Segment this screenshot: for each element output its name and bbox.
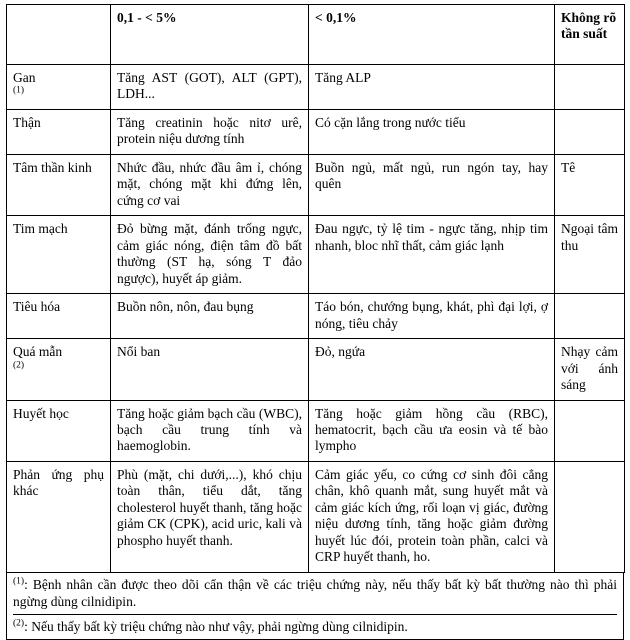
cell-frequency-unknown: Ngoại tâm thu <box>555 216 625 294</box>
table-row <box>7 109 625 154</box>
cell-frequency-low: Tăng ALP <box>309 65 555 110</box>
row-category-label: Tiêu hóa <box>13 299 61 315</box>
cell-frequency-unknown <box>555 65 625 110</box>
table-row <box>7 294 625 339</box>
row-category-label: Tâm thần kinh <box>13 159 92 175</box>
adverse-reactions-table <box>6 4 625 573</box>
cell-frequency-low: Buồn ngủ, mất ngủ, run ngón tay, hay quên <box>309 154 555 215</box>
cell-frequency-mid: Buồn nôn, nôn, đau bụng <box>111 294 309 339</box>
table-row <box>7 65 625 110</box>
cell-frequency-low: Có cặn lắng trong nước tiểu <box>309 109 555 154</box>
footnote-2-text: : Nếu thấy bất kỳ triệu chứng nào như vậy, phải ngừng dùng cilnidipin. <box>24 618 408 634</box>
row-category <box>7 109 111 154</box>
header-frequency-low: < 0,1% <box>309 5 555 65</box>
cell-frequency-low: Đau ngực, tỷ lệ tim - ngực tăng, nhịp tim nhanh, bloc nhĩ thất, cảm giác lạnh <box>309 216 555 294</box>
cell-frequency-mid: Tăng creatinin hoặc nitơ urê, protein niệu dương tính <box>111 109 309 154</box>
footnote-marker: (2) <box>13 360 25 371</box>
table-body <box>7 65 625 573</box>
table-header-row <box>7 5 625 65</box>
header-frequency-mid: 0,1 - < 5% <box>111 5 309 65</box>
row-category <box>7 294 111 339</box>
header-category <box>7 5 111 65</box>
cell-frequency-unknown <box>555 461 625 572</box>
row-category-label: Thận <box>13 114 41 130</box>
row-category <box>7 65 111 110</box>
cell-frequency-unknown <box>555 400 625 461</box>
table-row <box>7 216 625 294</box>
cell-frequency-mid: Tăng hoặc giảm bạch cầu (WBC), bạch cầu trung tính và haemoglobin. <box>111 400 309 461</box>
row-category <box>7 154 111 215</box>
footnote-2-marker: (2) <box>13 618 25 629</box>
row-category <box>7 339 111 400</box>
cell-frequency-unknown <box>555 294 625 339</box>
header-frequency-unknown: Không rõ tần suất <box>555 5 625 65</box>
cell-frequency-mid: Đỏ bừng mặt, đánh trống ngực, cảm giác nóng, điện tâm đồ bất thường (ST hạ, sóng T đảo ngược), huyết áp giảm. <box>111 216 309 294</box>
cell-frequency-unknown <box>555 109 625 154</box>
footnote-1-marker: (1) <box>13 576 25 587</box>
cell-frequency-low: Cảm giác yếu, co cứng cơ sinh đôi cẳng chân, khô quanh mắt, sung huyết mắt và cảm giác kích ứng, rối loạn vị giác, đường niệu dương tính, tăng hoặc giảm đường huyết lúc đói, protein toàn phần, calci và CRP huyết thanh, ho. <box>309 461 555 572</box>
table-row <box>7 154 625 215</box>
row-category <box>7 461 111 572</box>
row-category-label: Gan <box>13 70 36 85</box>
cell-frequency-low: Táo bón, chướng bụng, khát, phì đại lợi, ợ nóng, tiêu chảy <box>309 294 555 339</box>
cell-frequency-mid: Nhức đầu, nhức đầu âm ỉ, chóng mặt, chóng mặt khi đứng lên, cứng cơ vai <box>111 154 309 215</box>
row-category-label: Tim mạch <box>13 221 68 237</box>
cell-frequency-low: Tăng hoặc giảm hồng cầu (RBC), hematocrit, bạch cầu ưa eosin và tế bào lympho <box>309 400 555 461</box>
cell-frequency-low: Đỏ, ngứa <box>309 339 555 400</box>
row-category <box>7 400 111 461</box>
row-category-label: Huyết học <box>13 405 69 421</box>
row-category-label: Quá mẫn <box>13 344 63 360</box>
footnote-marker: (1) <box>13 85 25 96</box>
cell-frequency-mid: Phù (mặt, chi dưới,...), khó chịu toàn thân, tiểu dắt, tăng cholesterol huyết thanh, tăng hoặc giảm CK (CPK), acid uric, kali và phospho huyết thanh. <box>111 461 309 572</box>
table-row <box>7 400 625 461</box>
row-category-label: Phản ứng phụ khác <box>13 466 104 499</box>
row-category <box>7 216 111 294</box>
footnotes-block <box>6 573 624 640</box>
footnote-1-text: : Bệnh nhân cần được theo dõi cẩn thận về các triệu chứng này, nếu thấy bất kỳ bất thường nào thì phải ngừng dùng cilnidipin. <box>13 576 617 610</box>
cell-frequency-mid: Nổi ban <box>111 339 309 400</box>
cell-frequency-unknown: Tê <box>555 154 625 215</box>
table-row <box>7 461 625 572</box>
cell-frequency-mid: Tăng AST (GOT), ALT (GPT), LDH... <box>111 65 309 110</box>
footnote-2 <box>13 614 617 636</box>
cell-frequency-unknown: Nhạy cảm với ánh sáng <box>555 339 625 400</box>
table-row <box>7 339 625 400</box>
footnote-1 <box>13 576 617 611</box>
